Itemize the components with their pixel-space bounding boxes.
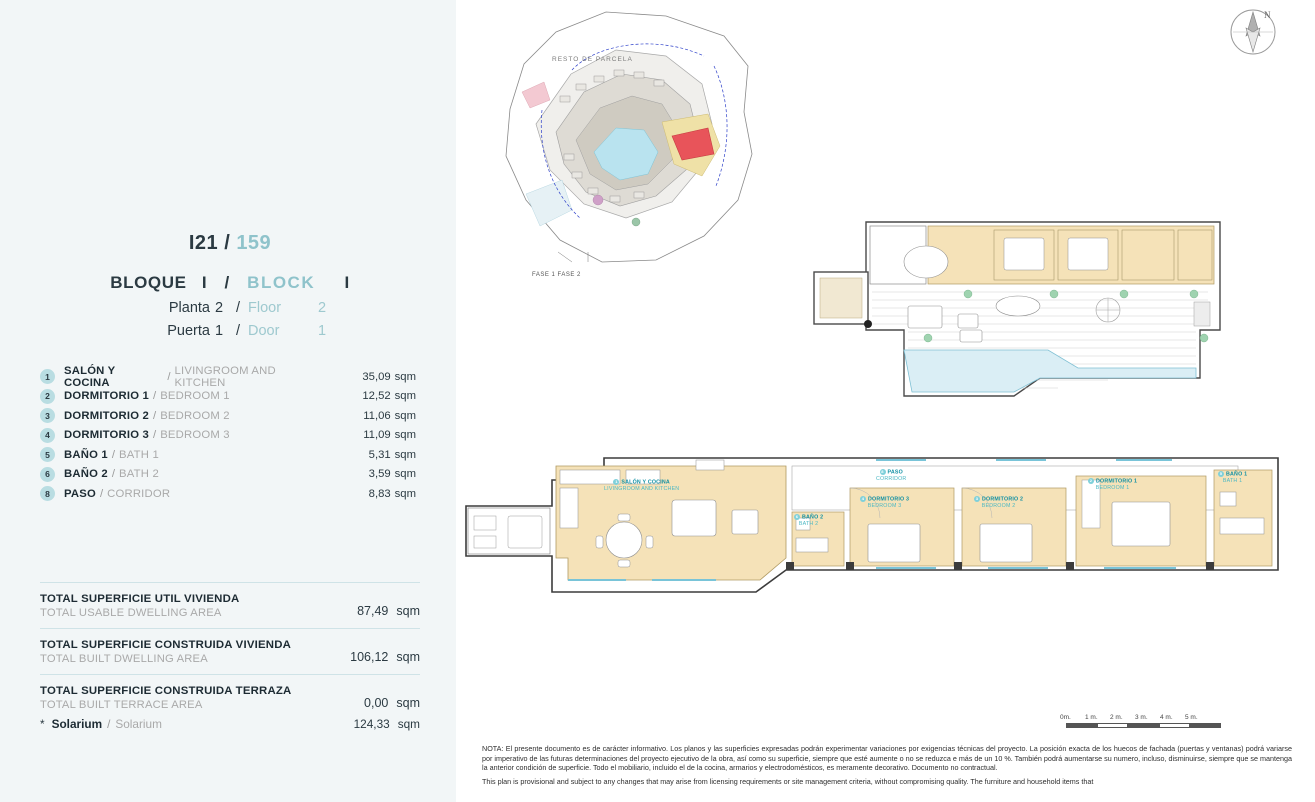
room-name-en: BEDROOM 3: [160, 429, 230, 442]
plan-dot-bedroom1: 2: [1089, 478, 1093, 483]
solarium-row: [40, 717, 420, 731]
plan-label-bedroom1: 2 DORMITORIO 1 BEDROOM 1: [1089, 478, 1138, 492]
info-panel: [0, 0, 456, 802]
plan-dot-bedroom2: 3: [975, 496, 979, 501]
room-name-en: BATH 1: [119, 448, 159, 461]
room-name-es: SALÓN Y COCINA: [64, 364, 116, 389]
room-area: 12,52 sqm: [362, 390, 416, 403]
list-item: [40, 406, 420, 426]
plan-label-corridor: 8 PASO CORRIDOR: [876, 469, 907, 483]
room-index-badge: 6: [40, 467, 55, 482]
room-index-badge: 2: [40, 389, 55, 404]
room-name-es: DORMITORIO 1: [64, 390, 150, 403]
compass-icon: [1227, 6, 1279, 58]
total-usable-value: 87,49 sqm: [357, 603, 420, 618]
solarium-slash: /: [107, 716, 111, 731]
room-area: 11,09 sqm: [363, 429, 416, 442]
total-usable-label-en: TOTAL USABLE DWELLING AREA: [40, 606, 222, 619]
room-area: 3,59 sqm: [368, 468, 416, 481]
scale-label-4: 4 m.: [1160, 714, 1173, 721]
plan-dot-bath2: 6: [795, 514, 799, 519]
title-slash: /: [224, 232, 231, 254]
plan-label-bath2: 6 BAÑO 2 BATH 2: [795, 514, 824, 528]
site-plan-caption: RESTO DE PARCELA: [552, 56, 633, 63]
room-list: [40, 364, 420, 504]
total-terrace-value: 0,00 sqm: [364, 695, 420, 710]
plan-dot-bedroom3: 4: [861, 496, 865, 501]
door-label-es: Puerta: [167, 323, 210, 339]
scale-segment: [1159, 723, 1190, 728]
legal-note-es: NOTA: El presente documento es de carácter informativo. Los planos y las superficies expresadas podrán experimentar variaciones por exigencias técnicas del proyecto. La posición exacta de los huecos de fachada (puertas y ventanas) podrá variarse por imperativo de las futuras determinaciones del proyecto ejecutivo de la obra, así como su superficie, siempre que esté aumente o no se reduzca e más de un 10 %. También podrá aumentarse su numero, incluso, disminuirse, siempre que se mantenga la anterior condición de superficie. Todo el mobiliario, incluido el de la cocina, armarios y electrodomésticos, es meramente decorativo. Documento no contractual.: [482, 744, 1292, 772]
room-index-badge: 1: [40, 369, 55, 384]
solarium-label-es: Solarium: [51, 716, 103, 731]
total-usable-label-es: TOTAL SUPERFICIE UTIL VIVIENDA: [40, 592, 240, 605]
totals-section: [40, 582, 420, 731]
door-slash: /: [235, 323, 241, 339]
block-value-es: I: [201, 273, 208, 292]
scale-label-2: 2 m.: [1110, 714, 1123, 721]
room-name-es: PASO: [64, 487, 96, 500]
floor-label-en: Floor: [248, 300, 282, 316]
scale-bar-labels: [1060, 714, 1256, 721]
room-slash: /: [111, 448, 116, 461]
room-area: 8,83 sqm: [368, 487, 416, 500]
floor-row: [40, 300, 420, 316]
room-area: 5,31 sqm: [368, 448, 416, 461]
block-label-es: BLOQUE: [110, 273, 187, 292]
scale-label-1: 1 m.: [1085, 714, 1098, 721]
svg-text:N: N: [1264, 10, 1271, 20]
scale-label-5: 5 m.: [1185, 714, 1198, 721]
room-slash: /: [153, 429, 157, 442]
solarium-value: 124,33 sqm: [353, 716, 420, 731]
scale-segment: [1128, 723, 1159, 728]
list-item: [40, 364, 420, 389]
room-name-es: DORMITORIO 2: [64, 409, 150, 422]
floor-value-es: 2: [214, 300, 224, 316]
scale-segment: [1066, 723, 1097, 728]
page-title: [40, 232, 420, 255]
unit-number: 159: [236, 232, 272, 254]
scale-bar-ticks: [1066, 723, 1256, 728]
floor-slash: /: [235, 300, 241, 316]
floor-value-en: 2: [317, 300, 327, 316]
total-built-value: 106,12 sqm: [350, 649, 420, 664]
block-value-en: I: [344, 273, 350, 292]
site-plan: [476, 4, 776, 294]
room-name-en: BEDROOM 2: [160, 409, 230, 422]
room-name-en: BEDROOM 1: [160, 390, 230, 403]
legal-note-en: This plan is provisional and subject to any changes that may arise from licensing requirements or site management criteria, without compromising quality. The furniture and household items that: [482, 776, 1094, 786]
plan-dot-bath1: 5: [1219, 471, 1223, 476]
block-slash: /: [224, 273, 230, 292]
room-index-badge: 3: [40, 408, 55, 423]
plan-dot-corridor: 8: [881, 469, 884, 474]
solarium-asterisk: *: [40, 716, 45, 731]
room-slash: /: [153, 390, 157, 403]
list-item: [40, 445, 420, 465]
unit-code: I21: [188, 232, 219, 254]
door-row: [40, 323, 420, 339]
room-name-es: DORMITORIO 3: [64, 429, 150, 442]
scale-label-0: 0m.: [1060, 714, 1071, 721]
door-label-en: Door: [248, 323, 280, 339]
total-built-label-en: TOTAL BUILT DWELLING AREA: [40, 652, 208, 665]
room-name-en: BATH 2: [119, 468, 159, 481]
room-index-badge: 5: [40, 447, 55, 462]
list-item: [40, 484, 420, 504]
plan-label-bedroom3: 4 DORMITORIO 3 BEDROOM 3: [861, 496, 910, 510]
block-row: [40, 273, 420, 293]
room-name-en: LIVINGROOM AND KITCHEN: [174, 364, 276, 389]
room-name-es: BAÑO 2: [64, 468, 108, 481]
list-item: [40, 426, 420, 446]
room-name-es: BAÑO 1: [64, 448, 108, 461]
room-slash: /: [167, 370, 171, 383]
solarium-plan: [808, 210, 1238, 410]
room-area: 11,06 sqm: [363, 409, 416, 422]
dwelling-floor-plan: [456, 440, 1286, 610]
room-index-badge: 8: [40, 486, 55, 501]
room-index-badge: 4: [40, 428, 55, 443]
list-item: [40, 465, 420, 485]
scale-segment: [1190, 723, 1221, 728]
total-built-dwelling-area: [40, 639, 420, 675]
door-value-en: 1: [317, 323, 327, 339]
total-terrace-area: [40, 685, 420, 713]
room-area: 35,09 sqm: [362, 370, 416, 383]
scale-segment: [1097, 723, 1128, 728]
legal-notes: [482, 744, 1292, 790]
plan-label-bath1: 5 BAÑO 1 BATH 1: [1219, 471, 1248, 485]
solarium-label-en: Solarium: [115, 716, 162, 731]
scale-bar: [1060, 714, 1256, 736]
total-built-label-es: TOTAL SUPERFICIE CONSTRUIDA VIVIENDA: [40, 638, 292, 651]
room-name-en: CORRIDOR: [107, 487, 171, 500]
total-terrace-label-en: TOTAL BUILT TERRACE AREA: [40, 698, 203, 711]
plan-label-living: 1 SALÓN Y COCINA LIVINGROOM AND KITCHEN: [604, 479, 680, 493]
door-value-es: 1: [214, 323, 224, 339]
block-label-en: BLOCK: [247, 273, 316, 292]
list-item: [40, 387, 420, 407]
site-plan-phases: FASE 1 FASE 2: [532, 272, 581, 278]
plans-area: [456, 0, 1315, 802]
room-slash: /: [99, 487, 104, 500]
total-usable-area: [40, 582, 420, 629]
plan-dot-living: 1: [615, 479, 618, 484]
total-terrace-label-es: TOTAL SUPERFICIE CONSTRUIDA TERRAZA: [40, 684, 292, 697]
room-slash: /: [153, 409, 157, 422]
room-slash: /: [111, 468, 116, 481]
plan-label-bedroom2: 3 DORMITORIO 2 BEDROOM 2: [975, 496, 1024, 510]
floor-label-es: Planta: [168, 300, 210, 316]
scale-label-3: 3 m.: [1135, 714, 1148, 721]
